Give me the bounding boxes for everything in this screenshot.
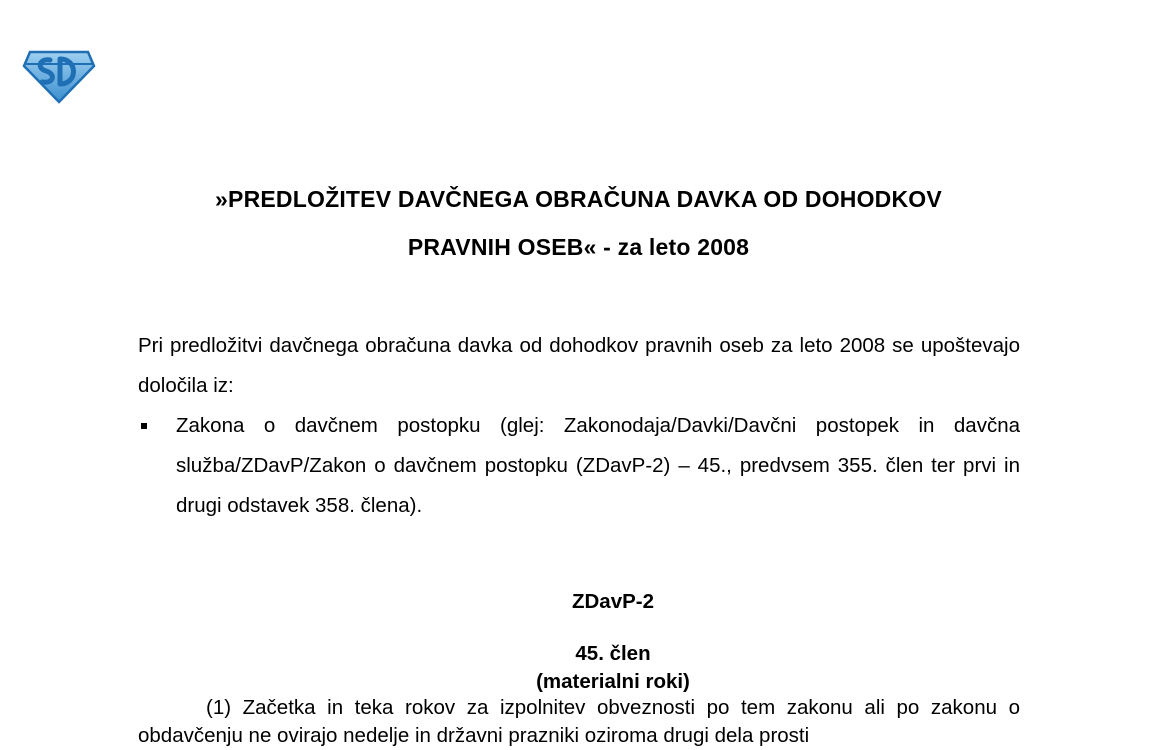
article-number: 45. člen <box>575 642 651 665</box>
document-title-line-1: »PREDLOŽITEV DAVČNEGA OBRAČUNA DAVKA OD DOHODKOV <box>215 186 942 212</box>
law-name: ZDavP-2 <box>571 590 655 613</box>
intro-paragraph: Pri predložitvi davčnega obračuna davka od dohodkov pravnih oseb za leto 2008 se upoštevajo določila iz: <box>138 334 1020 397</box>
article-subtitle: (materialni roki) <box>536 670 690 693</box>
sd-logo <box>22 46 96 104</box>
article-paragraph: (1) Začetka in teka rokov za izpolnitev obveznosti po tem zakonu ali po zakonu o obdavčenju ne ovirajo nedelje in državni prazniki oziroma drugi dela prosti <box>138 696 1020 747</box>
document-title-line-2: PRAVNIH OSEB« - za leto 2008 <box>407 234 750 260</box>
list-item-text: Zakona o davčnem postopku (glej: Zakonodaja/Davki/Davčni postopek in davčna služba/ZDavP/Zakon o davčnem postopku (ZDavP-2) – 45., predvsem 355. člen ter prvi in drugi odstavek 358. člena). <box>176 414 1020 517</box>
list-item <box>138 406 1020 526</box>
bullet-square-icon <box>141 423 147 429</box>
